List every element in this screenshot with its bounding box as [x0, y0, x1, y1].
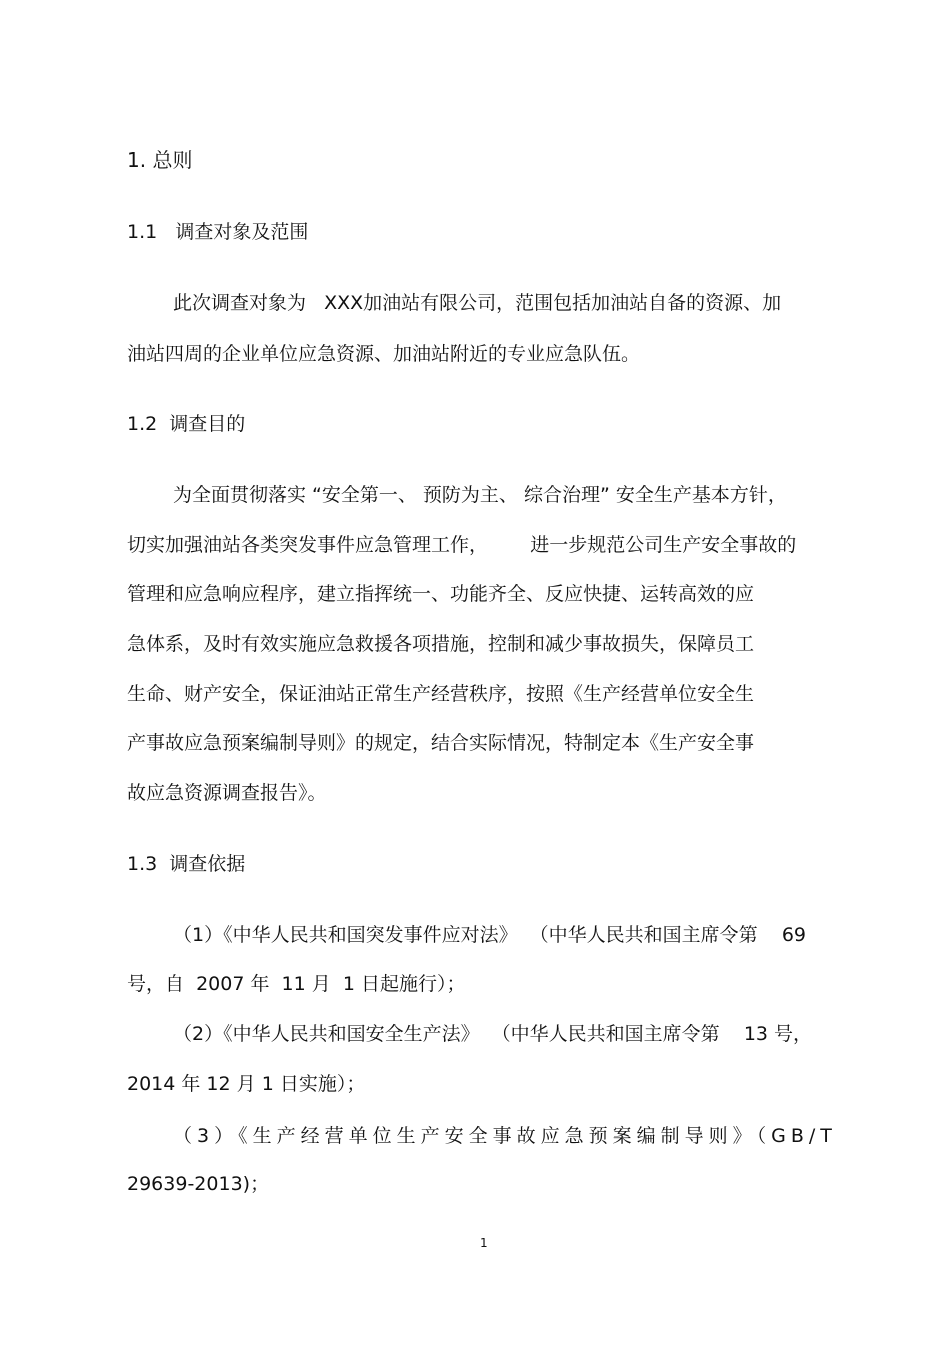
- paragraph-line: 产事故应急预案编制导则》的规定，结合实际情况，特制定本《生产安全事: [127, 732, 755, 754]
- reference-item-continuation: 29639-2013)；: [127, 1173, 270, 1195]
- page-number: 1: [480, 1236, 488, 1250]
- subsection-heading-basis: 1.3 调查依据: [127, 853, 246, 875]
- reference-item: （3）《生产经营单位生产安全事故应急预案编制导则》（GB/T: [173, 1125, 837, 1147]
- reference-item-continuation: 号，自 2007 年 11 月 1 日起施行）；: [127, 973, 466, 995]
- subsection-heading-purpose: 1.2 调查目的: [127, 413, 246, 435]
- paragraph-line: 管理和应急响应程序，建立指挥统一、功能齐全、反应快捷、运转高效的应: [127, 583, 755, 605]
- section-heading-general: 1. 总则: [127, 148, 193, 172]
- reference-item: （2）《中华人民共和国安全生产法》 （中华人民共和国主席令第 13 号，: [173, 1023, 813, 1045]
- paragraph-line: 油站四周的企业单位应急资源、加油站附近的专业应急队伍。: [127, 343, 641, 365]
- paragraph-line: 故应急资源调查报告》。: [127, 782, 327, 804]
- reference-item-continuation: 2014 年 12 月 1 日实施）；: [127, 1073, 366, 1095]
- subsection-heading-scope: 1.1 调查对象及范围: [127, 221, 309, 243]
- reference-item: （1）《中华人民共和国突发事件应对法》 （中华人民共和国主席令第 69: [173, 924, 807, 946]
- paragraph-line: 切实加强油站各类突发事件应急管理工作， 进一步规范公司生产安全事故的: [127, 534, 797, 556]
- paragraph-line: 急体系，及时有效实施应急救援各项措施，控制和减少事故损失，保障员工: [127, 633, 755, 655]
- paragraph-line: 为全面贯彻落实 “安全第一、 预防为主、 综合治理” 安全生产基本方针，: [173, 484, 787, 506]
- paragraph-line: 生命、财产安全，保证油站正常生产经营秩序，按照《生产经营单位安全生: [127, 683, 755, 705]
- paragraph-line: 此次调查对象为 XXX加油站有限公司，范围包括加油站自备的资源、加: [173, 292, 782, 314]
